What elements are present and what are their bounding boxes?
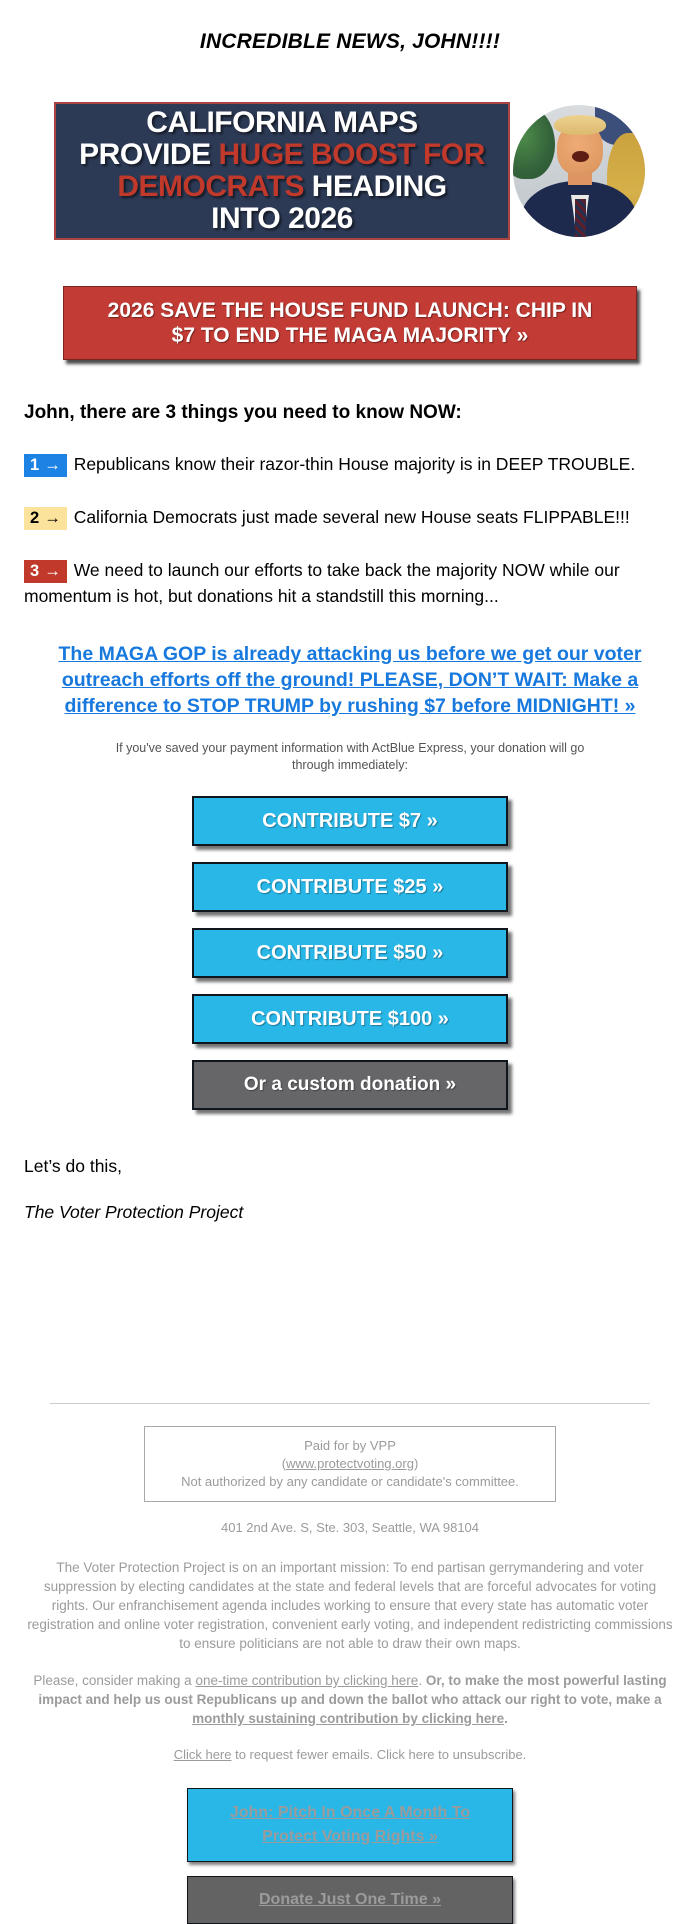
donate-button-stack (0, 796, 700, 1126)
urgent-donate-link[interactable]: The MAGA GOP is already attacking us before we get our voter outreach efforts off the ground! PLEASE, DON’T WAIT: Make a difference to STOP TRUMP by rushing $7 before MIDNIGHT! » (58, 643, 642, 717)
mouth-shape (572, 151, 589, 162)
custom-donation-button[interactable]: Or a custom donation » (192, 1060, 508, 1110)
signoff-closing: Let’s do this, (24, 1156, 122, 1176)
unsubscribe-link[interactable]: Click here to unsubscribe. (376, 1747, 527, 1762)
point-2-badge: 2 → (24, 507, 67, 530)
hair-shape (554, 115, 606, 135)
footer (0, 1426, 700, 1924)
point-1-badge: 1 → (24, 454, 67, 477)
point-3 (24, 557, 676, 609)
hero-line-4: INTO 2026 (211, 202, 353, 235)
hero-section (54, 102, 700, 240)
paid-for-disclaimer-box (144, 1426, 556, 1502)
monthly-contribution-link[interactable]: monthly sustaining contribution by clicking here (192, 1711, 505, 1726)
plant-backdrop (513, 107, 555, 179)
point-1 (24, 451, 676, 477)
footer-divider (50, 1403, 650, 1404)
intro-line: John, there are 3 things you need to know NOW: (24, 402, 462, 423)
contribute-7-button[interactable]: CONTRIBUTE $7 » (192, 796, 508, 846)
protectvoting-link[interactable]: www.protectvoting.org (286, 1456, 414, 1471)
donate-one-time-button[interactable]: Donate Just One Time » (187, 1876, 513, 1924)
arrow-icon: → (44, 456, 61, 474)
point-2-text: California Democrats just made several new House seats FLIPPABLE!!! (73, 507, 630, 527)
one-time-contribution-link[interactable]: one-time contribution by clicking here (195, 1673, 419, 1688)
mission-statement: The Voter Protection Project is on an important mission: To end partisan gerrymandering and voter suppression by electing candidates at the state and federal levels that are forceful advocates for voting rights. Our enfranchisement agenda includes working to ensure that every state has automatic voter registration and online voter registration, convenient early voting, and independent redistricting commissions to ensure politicians are not able to draw their own maps. (27, 1560, 673, 1651)
contribution-appeal: Please, consider making a one-time contribution by clicking here. Or, to make the most powerful lasting impact and help us oust Republicans up and down the ballot who attack our right to vote, make a monthly sustaining contribution by clicking here. (33, 1673, 667, 1726)
point-2 (24, 504, 676, 530)
mailing-address: 401 2nd Ave. S, Ste. 303, Seattle, WA 98104 (220, 1520, 480, 1535)
arrow-icon: → (44, 562, 61, 580)
hero-banner (54, 102, 510, 240)
arrow-icon: → (44, 509, 61, 527)
email-preferences-line: Click here to request fewer emails. Click here to unsubscribe. (173, 1747, 527, 1762)
monthly-pitch-in-button[interactable]: John: Pitch In Once A Month To Protect Voting Rights » (187, 1788, 513, 1862)
point-1-text: Republicans know their razor-thin House majority is in DEEP TROUBLE. (73, 454, 636, 474)
hero-line-1: CALIFORNIA MAPS (146, 106, 418, 139)
trump-photo (513, 105, 645, 237)
disclaimer-line-2: (www.protectvoting.org) (281, 1456, 419, 1471)
tie-shape (575, 199, 586, 237)
signoff-signature: The Voter Protection Project (24, 1202, 244, 1222)
contribute-50-button[interactable]: CONTRIBUTE $50 » (192, 928, 508, 978)
fewer-emails-link[interactable]: Click here (173, 1747, 232, 1762)
disclaimer-line-1: Paid for by VPP (304, 1438, 396, 1453)
hero-line-2: PROVIDE HUGE BOOST FOR (79, 138, 485, 171)
disclaimer-line-3: Not authorized by any candidate or candidate's committee. (181, 1474, 519, 1489)
contribute-25-button[interactable]: CONTRIBUTE $25 » (192, 862, 508, 912)
save-the-house-cta-button[interactable]: 2026 SAVE THE HOUSE FUND LAUNCH: CHIP IN $7 TO END THE MAGA MAJORITY » (63, 286, 637, 360)
actblue-express-note: If you've saved your payment information with ActBlue Express, your donation will go through immediately: (115, 741, 585, 772)
point-3-badge: 3 → (24, 560, 67, 583)
contribute-100-button[interactable]: CONTRIBUTE $100 » (192, 994, 508, 1044)
page-title: INCREDIBLE NEWS, JOHN!!!! (199, 30, 501, 53)
point-3-text: We need to launch our efforts to take back the majority NOW while our momentum is hot, but donations hit a standstill this morning... (24, 560, 620, 606)
hero-line-3: DEMOCRATS HEADING (117, 170, 447, 203)
